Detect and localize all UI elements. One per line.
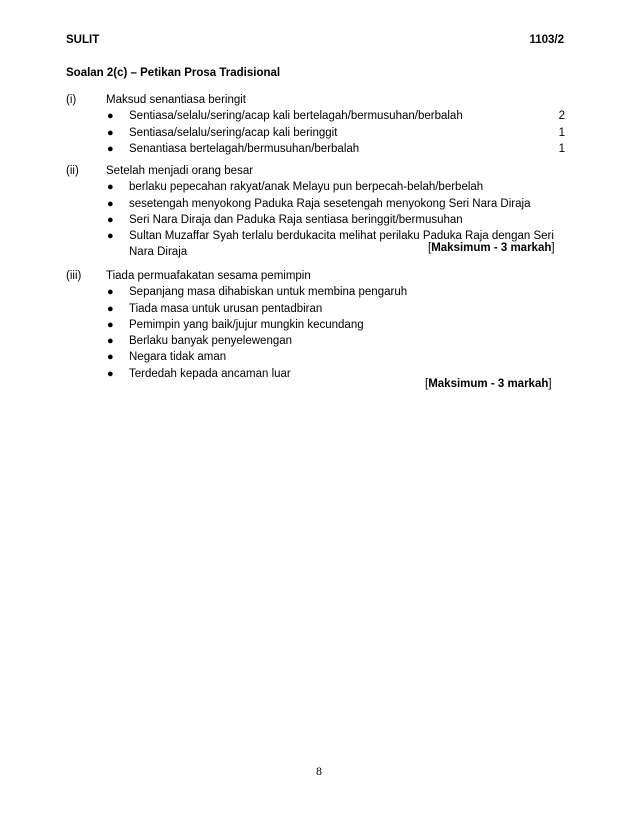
section-heading: Maksud senantiasa beringit: [106, 94, 246, 106]
answer-list: [106, 108, 566, 157]
bullet-icon: ●: [107, 230, 114, 243]
mark-value: 1: [558, 142, 565, 155]
answer-list: [106, 284, 566, 382]
bullet-icon: ●: [107, 302, 114, 315]
bracket-close: ]: [551, 242, 555, 254]
header-classification: SULIT: [66, 34, 100, 46]
bullet-icon: ●: [107, 110, 114, 123]
question-title: Soalan 2(c) – Petikan Prosa Tradisional: [66, 67, 281, 79]
item-text: Terdedah kepada ancaman luar: [129, 367, 291, 380]
maksimum-label: Maksimum - 3 markah: [428, 378, 549, 390]
page-number: 8: [316, 764, 322, 778]
mark-value: 1: [558, 126, 565, 139]
bullet-icon: ●: [107, 351, 114, 364]
list-item: [106, 301, 566, 317]
item-text: Negara tidak aman: [129, 351, 227, 364]
bullet-icon: ●: [107, 335, 114, 348]
item-text: Tiada masa untuk urusan pentadbiran: [129, 302, 323, 315]
list-item: [106, 108, 566, 124]
list-item: [106, 141, 566, 157]
maksimum-note: [425, 378, 552, 390]
bracket-open: [: [428, 242, 432, 254]
item-text: berlaku pepecahan rakyat/anak Melayu pun berpecah-belah/berbelah: [129, 181, 484, 194]
item-text: Sentiasa/selalu/sering/acap kali beringgit: [129, 126, 338, 139]
list-item: [106, 284, 566, 300]
list-item: [106, 317, 566, 333]
bullet-icon: ●: [107, 181, 114, 194]
bullet-icon: ●: [107, 197, 114, 210]
bullet-icon: ●: [107, 126, 114, 139]
maksimum-label: Maksimum - 3 markah: [431, 242, 552, 254]
item-text: Berlaku banyak penyelewengan: [129, 335, 293, 348]
section-number: (iii): [66, 270, 82, 282]
bullet-icon: ●: [107, 367, 114, 380]
item-text: Sentiasa/selalu/sering/acap kali bertelagah/bermusuhan/berbalah: [129, 110, 463, 123]
item-text: Seri Nara Diraja dan Paduka Raja sentiasa beringgit/bermusuhan: [129, 213, 463, 226]
mark-value: 2: [558, 110, 565, 123]
list-item: [106, 212, 566, 228]
section-number: (i): [66, 94, 77, 106]
section-number: (ii): [66, 165, 79, 177]
bracket-open: [: [425, 378, 429, 390]
list-item: [106, 179, 566, 195]
item-text: Pemimpin yang baik/jujur mungkin kecundang: [129, 318, 364, 331]
section-heading: Setelah menjadi orang besar: [106, 165, 254, 177]
list-item: [106, 125, 566, 141]
item-text: sesetengah menyokong Paduka Raja sesetengah menyokong Seri Nara Diraja: [129, 197, 531, 210]
list-item: [106, 196, 566, 212]
item-text: Senantiasa bertelagah/bermusuhan/berbalah: [129, 142, 360, 155]
list-item: [106, 333, 566, 349]
bullet-icon: ●: [107, 286, 114, 299]
header-paper-code: 1103/2: [529, 34, 564, 46]
bullet-icon: ●: [107, 142, 114, 155]
list-item: [106, 349, 566, 365]
item-text: Sultan Muzaffar Syah terlalu berdukacita melihat perilaku Paduka Raja dengan Seri Nara Diraja: [129, 230, 554, 259]
bullet-icon: ●: [107, 213, 114, 226]
maksimum-note: [428, 242, 555, 254]
item-text: Sepanjang masa dihabiskan untuk membina pengaruh: [129, 286, 408, 299]
bullet-icon: ●: [107, 318, 114, 331]
section-heading: Tiada permuafakatan sesama pemimpin: [106, 270, 311, 282]
bracket-close: ]: [548, 378, 552, 390]
